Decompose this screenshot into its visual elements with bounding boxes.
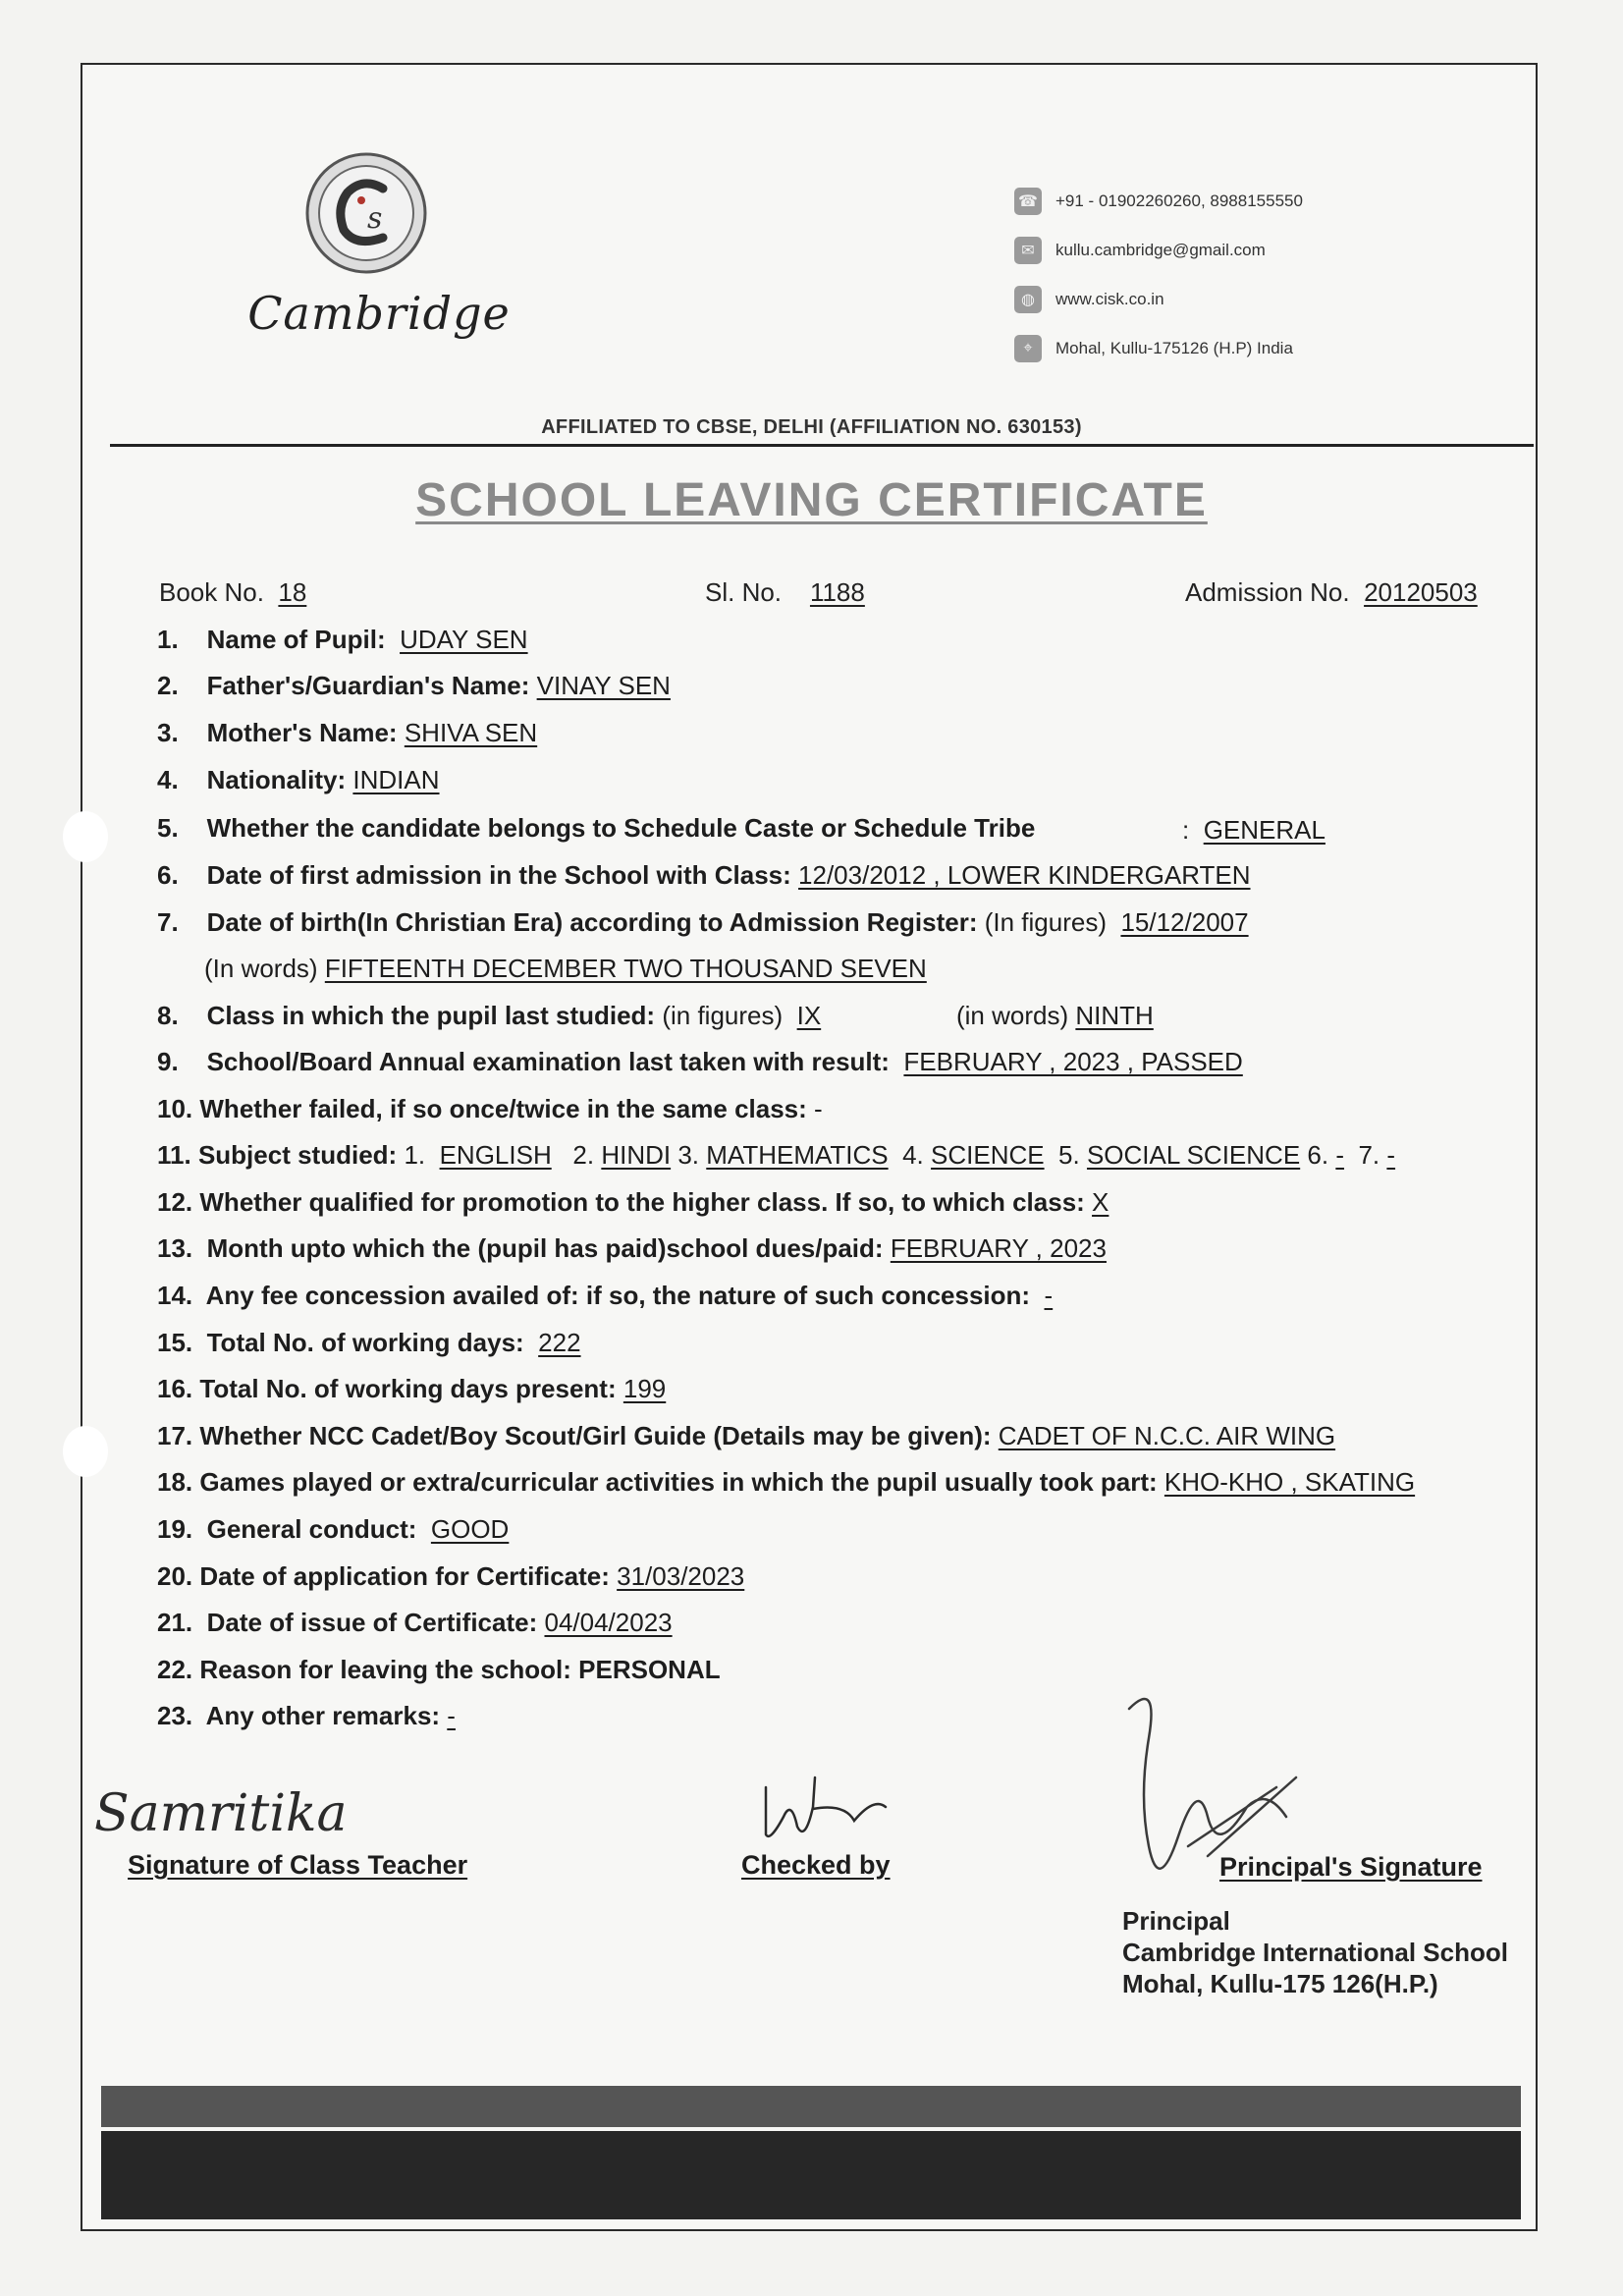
item-application-date: 20. Date of application for Certificate: 31/03/2023: [157, 1561, 745, 1591]
serial-number: [705, 577, 865, 608]
item-father-name: 2. Father's/Guardian's Name: VINAY SEN: [157, 671, 671, 700]
location-icon: ⌖: [1014, 335, 1042, 362]
logo-name: Cambridge: [247, 287, 511, 340]
admission-number: [1185, 577, 1478, 608]
item-working-days: 15. Total No. of working days: 222: [157, 1328, 581, 1357]
contact-text: kullu.cambridge@gmail.com: [1055, 241, 1266, 259]
principal-signature-label: Principal's Signature: [1219, 1852, 1483, 1882]
class-teacher-handwritten-signature: [86, 1764, 410, 1862]
contact-text: Mohal, Kullu-175126 (H.P) India: [1055, 339, 1293, 357]
item-conduct: 19. General conduct: GOOD: [157, 1514, 510, 1544]
item-other-remarks: 23. Any other remarks: -: [157, 1701, 456, 1730]
svg-text:s: s: [367, 201, 383, 236]
item-leaving-reason: 22. Reason for leaving the school: PERSONAL: [157, 1655, 721, 1684]
item-caste-value: : GENERAL: [1182, 815, 1325, 845]
item-issue-date: 21. Date of issue of Certificate: 04/04/2023: [157, 1608, 673, 1637]
mail-icon: ✉: [1014, 237, 1042, 264]
item-date-of-birth-words: (In words) FIFTEENTH DECEMBER TWO THOUSAND SEVEN: [204, 954, 927, 983]
item-last-class-words: (in words) NINTH: [956, 1001, 1154, 1030]
admission-label: Admission No.: [1185, 577, 1350, 607]
certificate-title: SCHOOL LEAVING CERTIFICATE: [415, 474, 1208, 526]
svg-text:Samritika: Samritika: [94, 1784, 348, 1843]
contact-email: [1014, 226, 1303, 275]
item-caste: 5. Whether the candidate belongs to Schedule Caste or Schedule Tribe: [157, 813, 1036, 843]
globe-icon: ◍: [1014, 286, 1042, 313]
item-promotion: 12. Whether qualified for promotion to the higher class. If so, to which class: X: [157, 1187, 1109, 1217]
contact-web: [1014, 275, 1303, 324]
cambridge-emblem-icon: [304, 151, 428, 275]
checked-by-label: Checked by: [741, 1850, 891, 1880]
contact-block: [1014, 177, 1303, 373]
item-mother-name: 3. Mother's Name: SHIVA SEN: [157, 718, 538, 747]
contact-text: www.cisk.co.in: [1055, 290, 1164, 308]
stamp-line: Cambridge International School: [1122, 1938, 1508, 1967]
contact-text: +91 - 01902260260, 8988155550: [1055, 191, 1303, 210]
checker-handwritten-signature: [736, 1748, 903, 1866]
item-days-present: 16. Total No. of working days present: 199: [157, 1374, 667, 1403]
stamp-line: Principal: [1122, 1906, 1230, 1936]
contact-address: [1014, 324, 1303, 373]
item-fee-concession: 14. Any fee concession availed of: if so, the nature of such concession: -: [157, 1281, 1054, 1310]
item-dues-paid: 13. Month upto which the (pupil has paid)school dues/paid: FEBRUARY , 2023: [157, 1233, 1107, 1263]
footer-band-light: [101, 2086, 1521, 2127]
sl-value: 1188: [809, 577, 865, 607]
affiliation: AFFILIATED TO CBSE, DELHI (AFFILIATION NO. 630153): [541, 416, 1082, 438]
sl-label: Sl. No.: [705, 577, 783, 607]
item-date-of-birth: 7. Date of birth(In Christian Era) according to Admission Register: (In figures) 15/12/2007: [157, 907, 1249, 937]
footer-band-dark: [101, 2131, 1521, 2219]
stamp-line: Mohal, Kullu-175 126(H.P.): [1122, 1969, 1438, 1998]
principal-stamp: [1122, 1905, 1508, 1999]
item-name-of-pupil: 1. Name of Pupil: UDAY SEN: [157, 625, 528, 654]
item-nationality: 4. Nationality: INDIAN: [157, 765, 440, 794]
school-logo: [236, 94, 520, 359]
item-last-class: 8. Class in which the pupil last studied: (in figures) IX: [157, 1001, 822, 1030]
item-activities: 18. Games played or extra/curricular activities in which the pupil usually took part: KHO-KHO , SKATING: [157, 1467, 1416, 1497]
item-ncc: 17. Whether NCC Cadet/Boy Scout/Girl Guide (Details may be given): CADET OF N.C.C. AIR WING: [157, 1421, 1336, 1450]
item-exam-result: 9. School/Board Annual examination last taken with result: FEBRUARY , 2023 , PASSED: [157, 1047, 1243, 1076]
class-teacher-signature-label: Signature of Class Teacher: [128, 1850, 468, 1880]
admission-value: 20120503: [1364, 577, 1478, 607]
header-divider: [110, 444, 1534, 447]
book-value: 18: [278, 577, 307, 607]
contact-phone: [1014, 177, 1303, 226]
item-first-admission: 6. Date of first admission in the School with Class: 12/03/2012 , LOWER KINDERGARTEN: [157, 860, 1251, 890]
punch-hole: [63, 811, 108, 862]
punch-hole: [63, 1426, 108, 1477]
item-failed: 10. Whether failed, if so once/twice in the same class: -: [157, 1094, 823, 1123]
phone-icon: ☎: [1014, 188, 1042, 215]
book-number: [159, 577, 306, 608]
item-subjects: 11. Subject studied: 1. ENGLISH 2. HINDI 3. MATHEMATICS 4. SCIENCE 5. SOCIAL SCIENCE 6. - 7. -: [157, 1140, 1396, 1170]
book-label: Book No.: [159, 577, 264, 607]
